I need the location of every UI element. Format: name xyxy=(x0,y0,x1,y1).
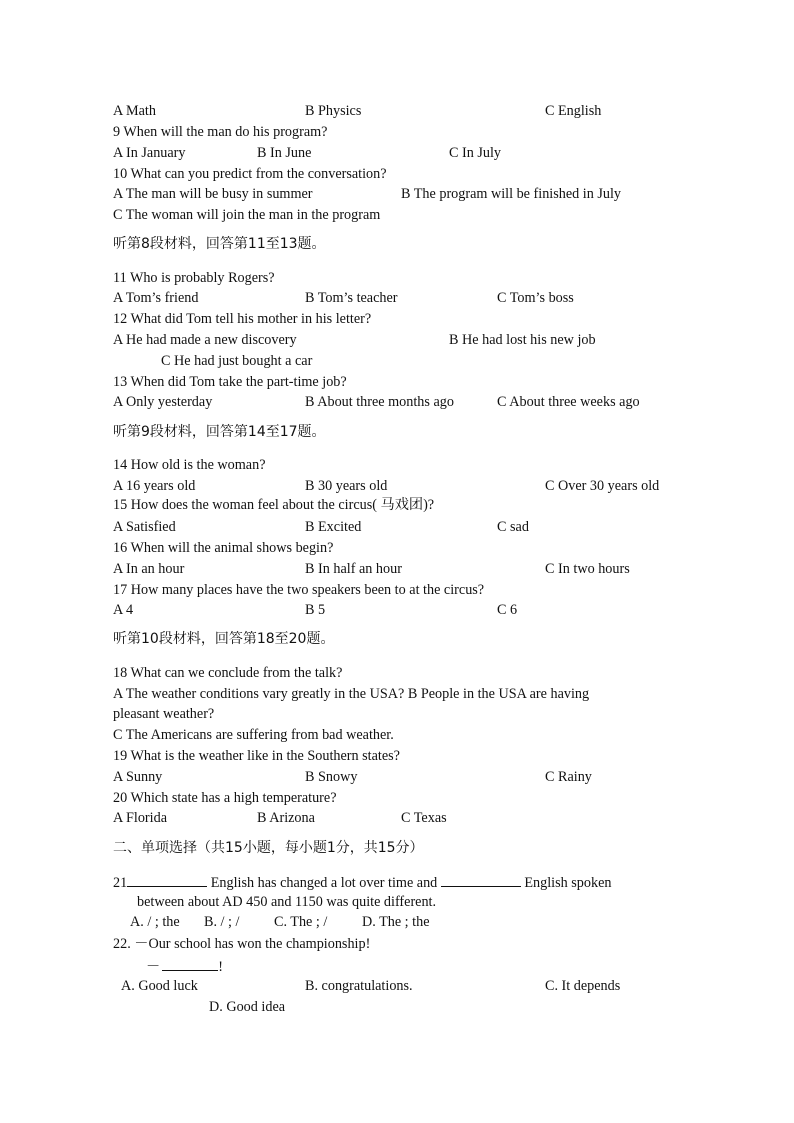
q17-option-b: B 5 xyxy=(305,602,326,618)
q8-option-c: C English xyxy=(545,103,602,119)
q12-option-a: A He had made a new discovery xyxy=(113,332,297,348)
q11-option-b: B Tom’s teacher xyxy=(305,290,398,306)
q19-option-c: C Rainy xyxy=(545,769,592,785)
q17-option-a: A 4 xyxy=(113,602,134,618)
q22-stem: 22. －Our school has won the championship! xyxy=(113,936,371,952)
q21-option-b: B. / ; / xyxy=(204,914,240,930)
q8-option-b: B Physics xyxy=(305,103,362,119)
q22-reply xyxy=(146,956,223,974)
q13-stem: 13 When did Tom take the part-time job? xyxy=(113,374,347,390)
q15-stem: 15 How does the woman feel about the circus( 马戏团)? xyxy=(113,497,435,513)
q17-option-c: C 6 xyxy=(497,602,518,618)
q12-stem: 12 What did Tom tell his mother in his letter? xyxy=(113,311,372,327)
q22-option-b: B. congratulations. xyxy=(305,978,413,994)
q9-option-c: C In July xyxy=(449,145,502,161)
q10-option-c: C The woman will join the man in the program xyxy=(113,207,381,223)
q21-number: 21 xyxy=(113,875,128,891)
q14-stem: 14 How old is the woman? xyxy=(113,457,266,473)
q10-option-b: B The program will be finished in July xyxy=(401,186,622,202)
q18-options-line: A The weather conditions vary greatly in the USA? B People in the USA are having xyxy=(113,686,590,702)
q16-stem: 16 When will the animal shows begin? xyxy=(113,540,334,556)
q9-stem: 9 When will the man do his program? xyxy=(113,124,328,140)
q12-option-b: B He had lost his new job xyxy=(449,332,596,348)
q21-blank-1 xyxy=(127,872,207,887)
q21-stem xyxy=(113,872,611,890)
q15-option-b: B Excited xyxy=(305,519,362,535)
q11-option-c: C Tom’s boss xyxy=(497,290,574,306)
q17-stem: 17 How many places have the two speakers been to at the circus? xyxy=(113,582,485,598)
q19-stem: 19 What is the weather like in the Southern states? xyxy=(113,748,400,764)
q22-reply-end: ! xyxy=(218,959,223,975)
q10-option-a: A The man will be busy in summer xyxy=(113,186,313,202)
q21-option-a: A. / ; the xyxy=(130,914,180,930)
q22-option-d: D. Good idea xyxy=(209,999,286,1015)
q14-option-c: C Over 30 years old xyxy=(545,478,660,494)
q13-option-c: C About three weeks ago xyxy=(497,394,640,410)
q13-option-a: A Only yesterday xyxy=(113,394,213,410)
q18-stem: 18 What can we conclude from the talk? xyxy=(113,665,343,681)
q22-option-c: C. It depends xyxy=(545,978,621,994)
q15-option-c: C sad xyxy=(497,519,529,535)
q20-option-b: B Arizona xyxy=(257,810,315,826)
section-8-heading: 听第8段材料，回答第11至13题。 xyxy=(113,236,326,252)
q21-blank-2 xyxy=(441,872,521,887)
q16-option-a: A In an hour xyxy=(113,561,185,577)
part-2-heading: 二、单项选择（共15小题，每小题1分，共15分） xyxy=(113,840,424,856)
q9-option-a: A In January xyxy=(113,145,186,161)
q8-option-a: A Math xyxy=(113,103,156,119)
q22-reply-dash: － xyxy=(146,959,161,975)
section-10-heading: 听第10段材料，回答第18至20题。 xyxy=(113,631,335,647)
section-9-heading: 听第9段材料，回答第14至17题。 xyxy=(113,424,326,440)
q11-option-a: A Tom’s friend xyxy=(113,290,199,306)
q9-option-b: B In June xyxy=(257,145,312,161)
q20-option-c: C Texas xyxy=(401,810,447,826)
q21-option-c: C. The ; / xyxy=(274,914,328,930)
q21-option-d: D. The ; the xyxy=(362,914,430,930)
q15-option-a: A Satisfied xyxy=(113,519,176,535)
q16-option-b: B In half an hour xyxy=(305,561,402,577)
q13-option-b: B About three months ago xyxy=(305,394,454,410)
q18-options-line-continued: pleasant weather? xyxy=(113,706,215,722)
q10-stem: 10 What can you predict from the conversation? xyxy=(113,166,387,182)
q19-option-a: A Sunny xyxy=(113,769,163,785)
q21-stem-middle: English has changed a lot over time and xyxy=(207,875,441,891)
q20-option-a: A Florida xyxy=(113,810,167,826)
q16-option-c: C In two hours xyxy=(545,561,630,577)
q14-option-a: A 16 years old xyxy=(113,478,196,494)
q14-option-b: B 30 years old xyxy=(305,478,388,494)
q21-stem-continued: between about AD 450 and 1150 was quite different. xyxy=(137,894,437,910)
q18-option-c: C The Americans are suffering from bad weather. xyxy=(113,727,394,743)
q22-option-a: A. Good luck xyxy=(121,978,198,994)
q22-blank xyxy=(162,956,218,971)
q12-option-c: C He had just bought a car xyxy=(161,353,313,369)
q11-stem: 11 Who is probably Rogers? xyxy=(113,270,275,286)
q20-stem: 20 Which state has a high temperature? xyxy=(113,790,337,806)
q21-stem-end: English spoken xyxy=(520,875,612,891)
q19-option-b: B Snowy xyxy=(305,769,358,785)
